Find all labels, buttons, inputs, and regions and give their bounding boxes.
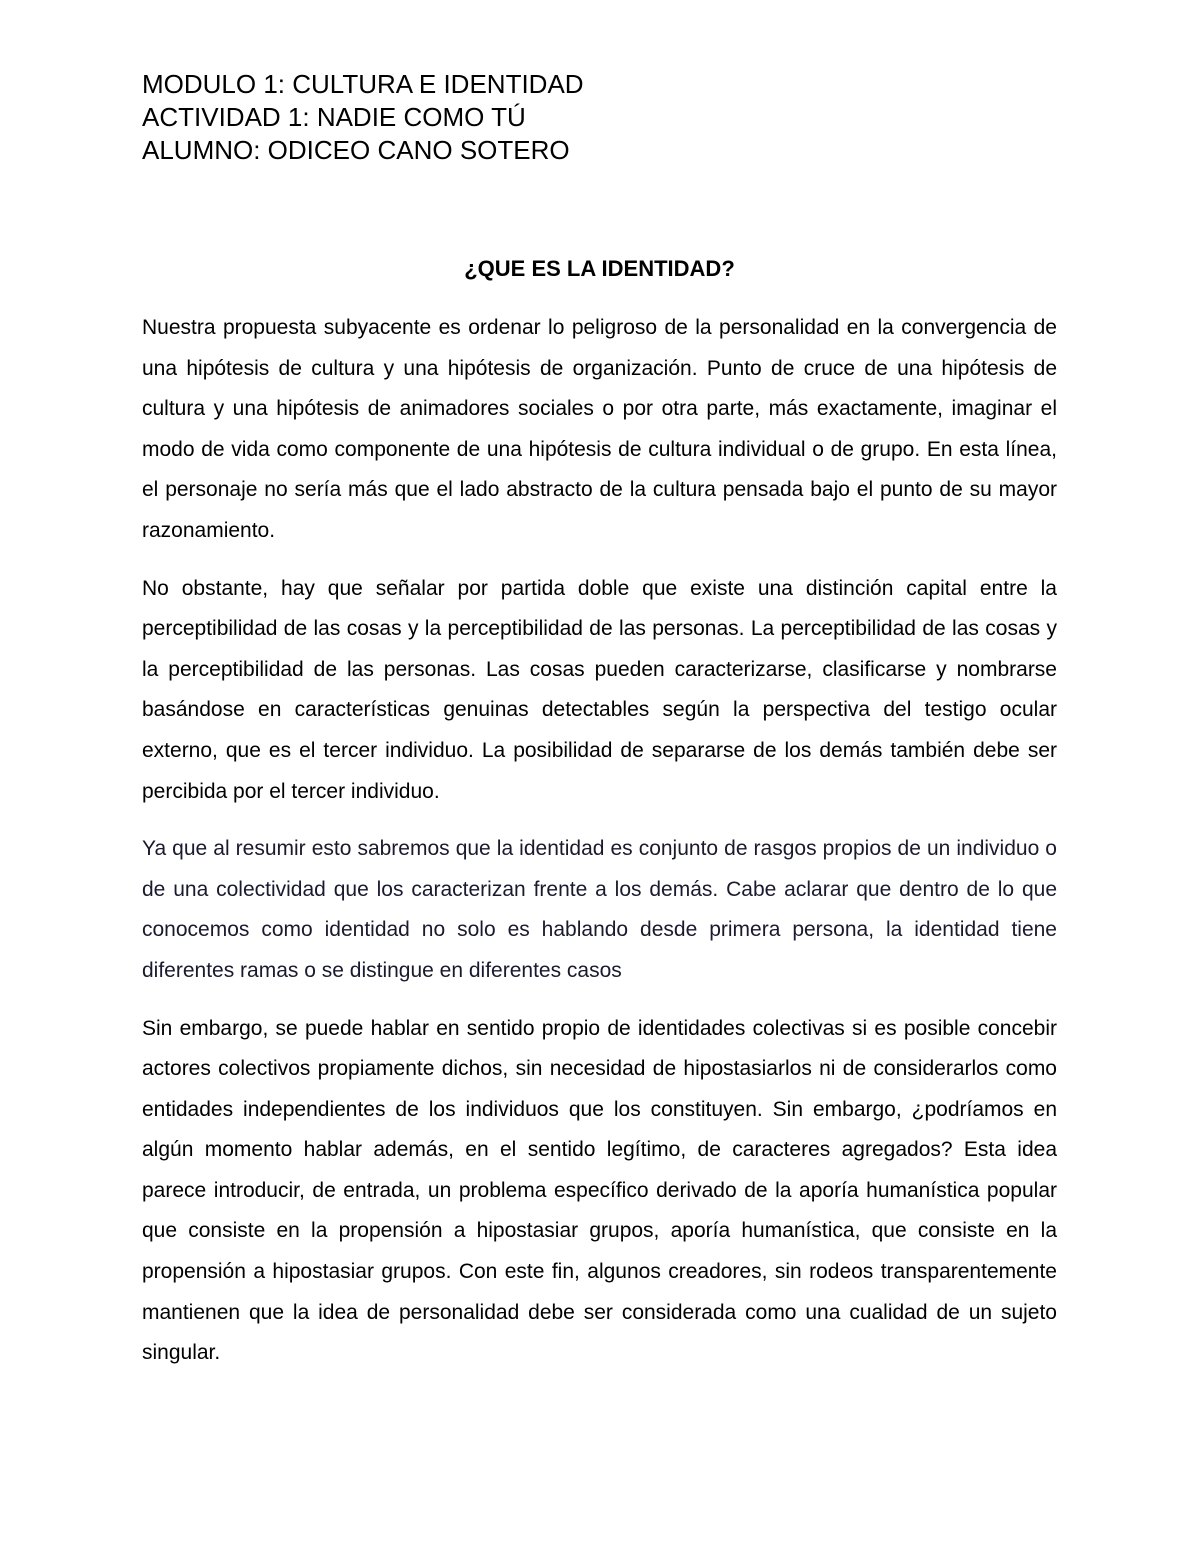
paragraph-4: Sin embargo, se puede hablar en sentido propio de identidades colectivas si es posible concebir actores colectivos propiamente dichos, sin necesidad de hipostasiarlos ni de considerarlos como entidades independientes de los individuos que los constituyen. Sin embargo, ¿podríamos en algún momento hablar además, en el sentido legítimo, de caracteres agregados? Esta idea parece introducir, de entrada, un problema específico derivado de la aporía humanística popular que consiste en la propensión a hipostasiar grupos, aporía humanística, que consiste en la propensión a hipostasiar grupos. Con este fin, algunos creadores, sin rodeos transparentemente mantienen que la idea de personalidad debe ser considerada como una cualidad de un sujeto singular. bbox=[142, 1016, 1057, 1365]
paragraph-1: Nuestra propuesta subyacente es ordenar lo peligroso de la personalidad en la convergencia de una hipótesis de cultura y una hipótesis de organización. Punto de cruce de una hipótesis de cultura y una hipótesis de animadores sociales o por otra parte, más exactamente, imaginar el modo de vida como componente de una hipótesis de cultura individual o de grupo. En esta línea, el personaje no sería más que el lado abstracto de la cultura pensada bajo el punto de su mayor razonamiento. bbox=[142, 316, 1057, 542]
activity-line: ACTIVIDAD 1: NADIE COMO TÚ bbox=[142, 102, 526, 132]
module-line: MODULO 1: CULTURA E IDENTIDAD bbox=[142, 69, 584, 99]
document-body bbox=[142, 308, 1057, 1391]
document-page bbox=[142, 68, 1057, 1365]
document-header bbox=[142, 68, 1057, 167]
student-line: ALUMNO: ODICEO CANO SOTERO bbox=[142, 135, 570, 165]
paragraph-2: No obstante, hay que señalar por partida doble que existe una distinción capital entre la perceptibilidad de las cosas y la perceptibilidad de las personas. La perceptibilidad de las cosas y la perceptibilidad de las personas. Las cosas pueden caracterizarse, clasificarse y nombrarse basándose en características genuinas detectables según la perspectiva del testigo ocular externo, que es el tercer individuo. La posibilidad de separarse de los demás también debe ser percibida por el tercer individuo. bbox=[142, 576, 1057, 803]
document-title: ¿QUE ES LA IDENTIDAD? bbox=[464, 256, 735, 281]
paragraph-3: Ya que al resumir esto sabremos que la identidad es conjunto de rasgos propios de un individuo o de una colectividad que los caracterizan frente a los demás. Cabe aclarar que dentro de lo que conocemos como identidad no solo es hablando desde primera persona, la identidad tiene diferentes ramas o se distingue en diferentes casos bbox=[142, 837, 1057, 982]
